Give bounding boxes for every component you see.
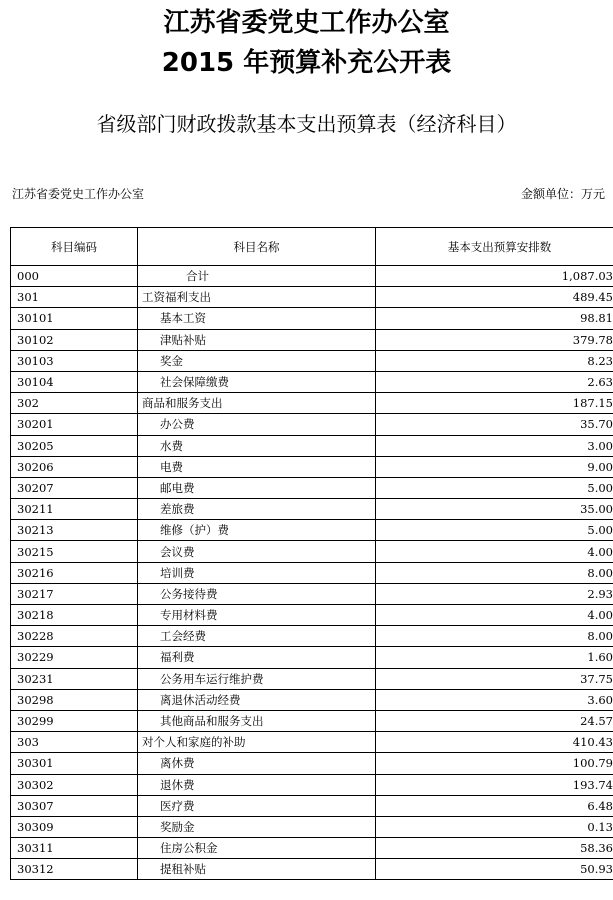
budget-amount: 58.36 bbox=[376, 838, 613, 859]
table-row bbox=[11, 435, 613, 456]
table-row bbox=[11, 795, 613, 816]
budget-amount: 5.00 bbox=[376, 477, 613, 498]
budget-amount: 98.81 bbox=[376, 308, 613, 329]
table-row bbox=[11, 710, 613, 731]
subject-code: 30307 bbox=[11, 795, 138, 816]
subject-code: 30301 bbox=[11, 753, 138, 774]
subject-code: 30205 bbox=[11, 435, 138, 456]
subject-name: 奖励金 bbox=[138, 816, 376, 837]
subject-name: 商品和服务支出 bbox=[138, 393, 376, 414]
table-body bbox=[11, 266, 613, 880]
subject-name: 邮电费 bbox=[138, 477, 376, 498]
budget-amount: 0.13 bbox=[376, 816, 613, 837]
subject-name: 离休费 bbox=[138, 753, 376, 774]
budget-amount: 193.74 bbox=[376, 774, 613, 795]
subject-code: 30213 bbox=[11, 520, 138, 541]
budget-amount: 50.93 bbox=[376, 859, 613, 880]
budget-amount: 24.57 bbox=[376, 710, 613, 731]
document-title: 江苏省委党史工作办公室 bbox=[163, 8, 450, 38]
budget-amount: 379.78 bbox=[376, 329, 613, 350]
budget-amount: 8.23 bbox=[376, 350, 613, 371]
subject-name: 工会经费 bbox=[138, 626, 376, 647]
budget-amount: 35.70 bbox=[376, 414, 613, 435]
budget-amount: 6.48 bbox=[376, 795, 613, 816]
table-row bbox=[11, 266, 613, 287]
budget-amount: 1.60 bbox=[376, 647, 613, 668]
subject-name: 奖金 bbox=[138, 350, 376, 371]
subject-name: 工资福利支出 bbox=[138, 287, 376, 308]
budget-amount: 4.00 bbox=[376, 541, 613, 562]
table-row bbox=[11, 477, 613, 498]
budget-amount: 489.45 bbox=[376, 287, 613, 308]
budget-amount: 187.15 bbox=[376, 393, 613, 414]
organization-label: 江苏省委党史工作办公室 bbox=[12, 187, 145, 201]
column-header-name: 科目名称 bbox=[138, 228, 376, 266]
table-row bbox=[11, 774, 613, 795]
budget-amount: 100.79 bbox=[376, 753, 613, 774]
budget-amount: 3.00 bbox=[376, 435, 613, 456]
table-row bbox=[11, 414, 613, 435]
subject-code: 000 bbox=[11, 266, 138, 287]
unit-label: 金额单位：万元 bbox=[520, 187, 605, 201]
table-row bbox=[11, 816, 613, 837]
subject-code: 30211 bbox=[11, 499, 138, 520]
subject-name: 会议费 bbox=[138, 541, 376, 562]
budget-amount: 2.63 bbox=[376, 371, 613, 392]
table-row bbox=[11, 626, 613, 647]
table-row bbox=[11, 329, 613, 350]
subject-code: 30102 bbox=[11, 329, 138, 350]
table-row bbox=[11, 393, 613, 414]
table-row bbox=[11, 838, 613, 859]
subject-name: 电费 bbox=[138, 456, 376, 477]
subject-code: 30218 bbox=[11, 605, 138, 626]
subject-code: 30207 bbox=[11, 477, 138, 498]
budget-amount: 5.00 bbox=[376, 520, 613, 541]
table-row bbox=[11, 753, 613, 774]
subject-name: 公务接待费 bbox=[138, 583, 376, 604]
table-row bbox=[11, 456, 613, 477]
subject-code: 30298 bbox=[11, 689, 138, 710]
subject-name: 离退休活动经费 bbox=[138, 689, 376, 710]
table-row bbox=[11, 499, 613, 520]
budget-amount: 8.00 bbox=[376, 626, 613, 647]
subject-code: 301 bbox=[11, 287, 138, 308]
subject-name: 福利费 bbox=[138, 647, 376, 668]
table-row bbox=[11, 371, 613, 392]
subject-code: 30215 bbox=[11, 541, 138, 562]
table-row bbox=[11, 647, 613, 668]
subject-name: 津贴补贴 bbox=[138, 329, 376, 350]
budget-amount: 1,087.03 bbox=[376, 266, 613, 287]
table-row bbox=[11, 605, 613, 626]
table-row bbox=[11, 732, 613, 753]
budget-amount: 8.00 bbox=[376, 562, 613, 583]
budget-amount: 2.93 bbox=[376, 583, 613, 604]
subject-code: 30309 bbox=[11, 816, 138, 837]
table-row bbox=[11, 287, 613, 308]
subject-code: 30229 bbox=[11, 647, 138, 668]
budget-amount: 35.00 bbox=[376, 499, 613, 520]
subject-code: 303 bbox=[11, 732, 138, 753]
table-row bbox=[11, 541, 613, 562]
table-row bbox=[11, 859, 613, 880]
subject-name: 维修（护）费 bbox=[138, 520, 376, 541]
table-row bbox=[11, 562, 613, 583]
table-row bbox=[11, 668, 613, 689]
table-row bbox=[11, 689, 613, 710]
subject-name: 水费 bbox=[138, 435, 376, 456]
subject-code: 30217 bbox=[11, 583, 138, 604]
subject-code: 30311 bbox=[11, 838, 138, 859]
subject-code: 30231 bbox=[11, 668, 138, 689]
budget-amount: 3.60 bbox=[376, 689, 613, 710]
subject-code: 30216 bbox=[11, 562, 138, 583]
document-title-year: 2015 年预算补充公开表 bbox=[161, 48, 452, 78]
subject-name: 对个人和家庭的补助 bbox=[138, 732, 376, 753]
subject-name: 差旅费 bbox=[138, 499, 376, 520]
subject-code: 30101 bbox=[11, 308, 138, 329]
table-row bbox=[11, 308, 613, 329]
budget-amount: 4.00 bbox=[376, 605, 613, 626]
subject-name: 其他商品和服务支出 bbox=[138, 710, 376, 731]
subject-name: 退休费 bbox=[138, 774, 376, 795]
subject-code: 30299 bbox=[11, 710, 138, 731]
subject-name: 办公费 bbox=[138, 414, 376, 435]
table-subtitle: 省级部门财政拨款基本支出预算表（经济科目） bbox=[96, 112, 517, 136]
table-row bbox=[11, 520, 613, 541]
budget-amount: 9.00 bbox=[376, 456, 613, 477]
subject-code: 30103 bbox=[11, 350, 138, 371]
subject-code: 30206 bbox=[11, 456, 138, 477]
subject-name: 医疗费 bbox=[138, 795, 376, 816]
subject-code: 30302 bbox=[11, 774, 138, 795]
table-row bbox=[11, 583, 613, 604]
budget-table bbox=[10, 227, 613, 880]
table-row bbox=[11, 350, 613, 371]
subject-name: 公务用车运行维护费 bbox=[138, 668, 376, 689]
budget-amount: 410.43 bbox=[376, 732, 613, 753]
subject-name: 培训费 bbox=[138, 562, 376, 583]
subject-name: 社会保障缴费 bbox=[138, 371, 376, 392]
subject-name: 基本工资 bbox=[138, 308, 376, 329]
subject-code: 30312 bbox=[11, 859, 138, 880]
subject-code: 302 bbox=[11, 393, 138, 414]
subject-name: 专用材料费 bbox=[138, 605, 376, 626]
subject-name: 合计 bbox=[138, 266, 376, 287]
subject-code: 30228 bbox=[11, 626, 138, 647]
budget-amount: 37.75 bbox=[376, 668, 613, 689]
column-header-amount: 基本支出预算安排数 bbox=[376, 228, 613, 266]
table-header-row bbox=[11, 228, 613, 266]
column-header-code: 科目编码 bbox=[11, 228, 138, 266]
subject-name: 住房公积金 bbox=[138, 838, 376, 859]
subject-name: 提租补贴 bbox=[138, 859, 376, 880]
subject-code: 30104 bbox=[11, 371, 138, 392]
subject-code: 30201 bbox=[11, 414, 138, 435]
